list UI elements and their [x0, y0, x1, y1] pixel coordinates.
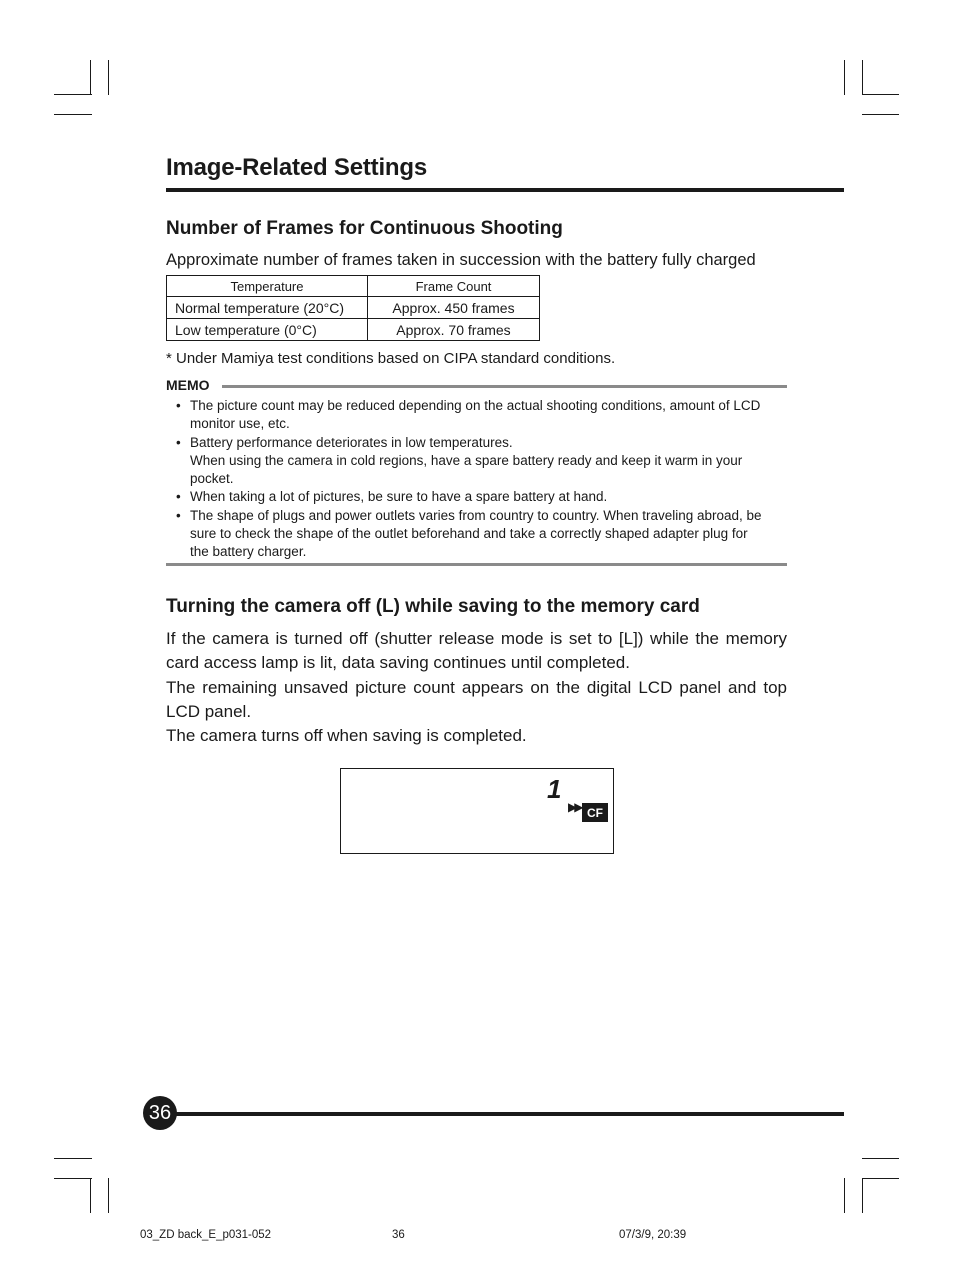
table-cell: Approx. 450 frames — [368, 297, 540, 319]
memo-label: MEMO — [166, 377, 210, 393]
section-heading-continuous-shooting: Number of Frames for Continuous Shooting — [166, 218, 563, 239]
table-cell: Normal temperature (20°C) — [167, 297, 368, 319]
crop-mark — [862, 94, 899, 95]
table-cell: Low temperature (0°C) — [167, 319, 368, 341]
frames-table — [166, 275, 540, 341]
section-body — [166, 627, 787, 748]
bullet: • — [176, 489, 181, 505]
crop-mark — [90, 60, 91, 95]
paragraph: The camera turns off when saving is completed. — [166, 726, 527, 746]
crop-mark — [54, 1178, 92, 1179]
bullet: • — [176, 507, 181, 523]
footer-page: 36 — [392, 1229, 405, 1241]
crop-mark — [108, 60, 109, 95]
section-intro: Approximate number of frames taken in succession with the battery fully charged — [166, 251, 756, 269]
footnote: * Under Mamiya test conditions based on CIPA standard conditions. — [166, 350, 616, 367]
memo-item — [176, 488, 786, 506]
table-header-row — [167, 276, 540, 297]
lcd-count-digit: 1 — [547, 774, 562, 804]
memo-item — [176, 507, 786, 562]
footer-file: 03_ZD back_E_p031-052 — [140, 1229, 272, 1241]
bullet: • — [176, 434, 181, 450]
crop-mark — [54, 1158, 92, 1159]
memo-item-text: The shape of plugs and power outlets varies from country to country. When traveling abroad, be sure to check the shape of the outlet beforehand and take a correctly shaped adapter plug for the battery charger. — [190, 507, 762, 560]
title-rule — [166, 188, 844, 192]
bullet: • — [176, 398, 181, 413]
crop-mark — [844, 60, 845, 95]
crop-mark — [844, 1178, 845, 1213]
table-row — [167, 319, 540, 341]
footer-date: 07/3/9, 20:39 — [619, 1229, 687, 1241]
memo-item-text: Battery performance deteriorates in low temperatures. When using the camera in cold regions, have a spare battery ready and keep it warm in your pocket. — [190, 434, 743, 487]
memo-item — [176, 397, 786, 434]
memo-item-text: When taking a lot of pictures, be sure to have a spare battery at hand. — [190, 489, 608, 505]
memo-top-rule — [222, 385, 787, 388]
memo-bottom-rule — [166, 563, 787, 566]
paragraph: The remaining unsaved picture count appears on the digital LCD panel and top LCD panel. — [166, 677, 787, 721]
crop-mark — [862, 1178, 899, 1179]
table-header-temperature: Temperature — [167, 276, 368, 297]
page-number: 36 — [143, 1096, 177, 1130]
page-title: Image-Related Settings — [166, 154, 427, 181]
crop-mark — [862, 114, 899, 115]
memo-item — [176, 434, 786, 489]
bottom-rule — [160, 1112, 844, 1116]
cf-card-icon: CF — [582, 803, 608, 822]
crop-mark — [108, 1178, 109, 1213]
table-cell: Approx. 70 frames — [368, 319, 540, 341]
memo-item-text: The picture count may be reduced depending on the actual shooting conditions, amount of LCD monitor use, etc. — [190, 398, 761, 432]
crop-mark — [862, 1178, 863, 1213]
section-heading-camera-off: Turning the camera off (L) while saving to the memory card — [166, 596, 700, 617]
memo-list — [176, 397, 786, 562]
crop-mark — [54, 94, 92, 95]
fast-forward-icon: ▶▶ — [568, 800, 581, 814]
crop-mark — [862, 1158, 899, 1159]
table-row — [167, 297, 540, 319]
paragraph: If the camera is turned off (shutter release mode is set to [L]) while the memory card access lamp is lit, data saving continues until completed. — [166, 629, 787, 673]
table-header-frame-count: Frame Count — [368, 276, 540, 297]
crop-mark — [90, 1178, 91, 1213]
crop-mark — [54, 114, 92, 115]
crop-mark — [862, 60, 863, 95]
